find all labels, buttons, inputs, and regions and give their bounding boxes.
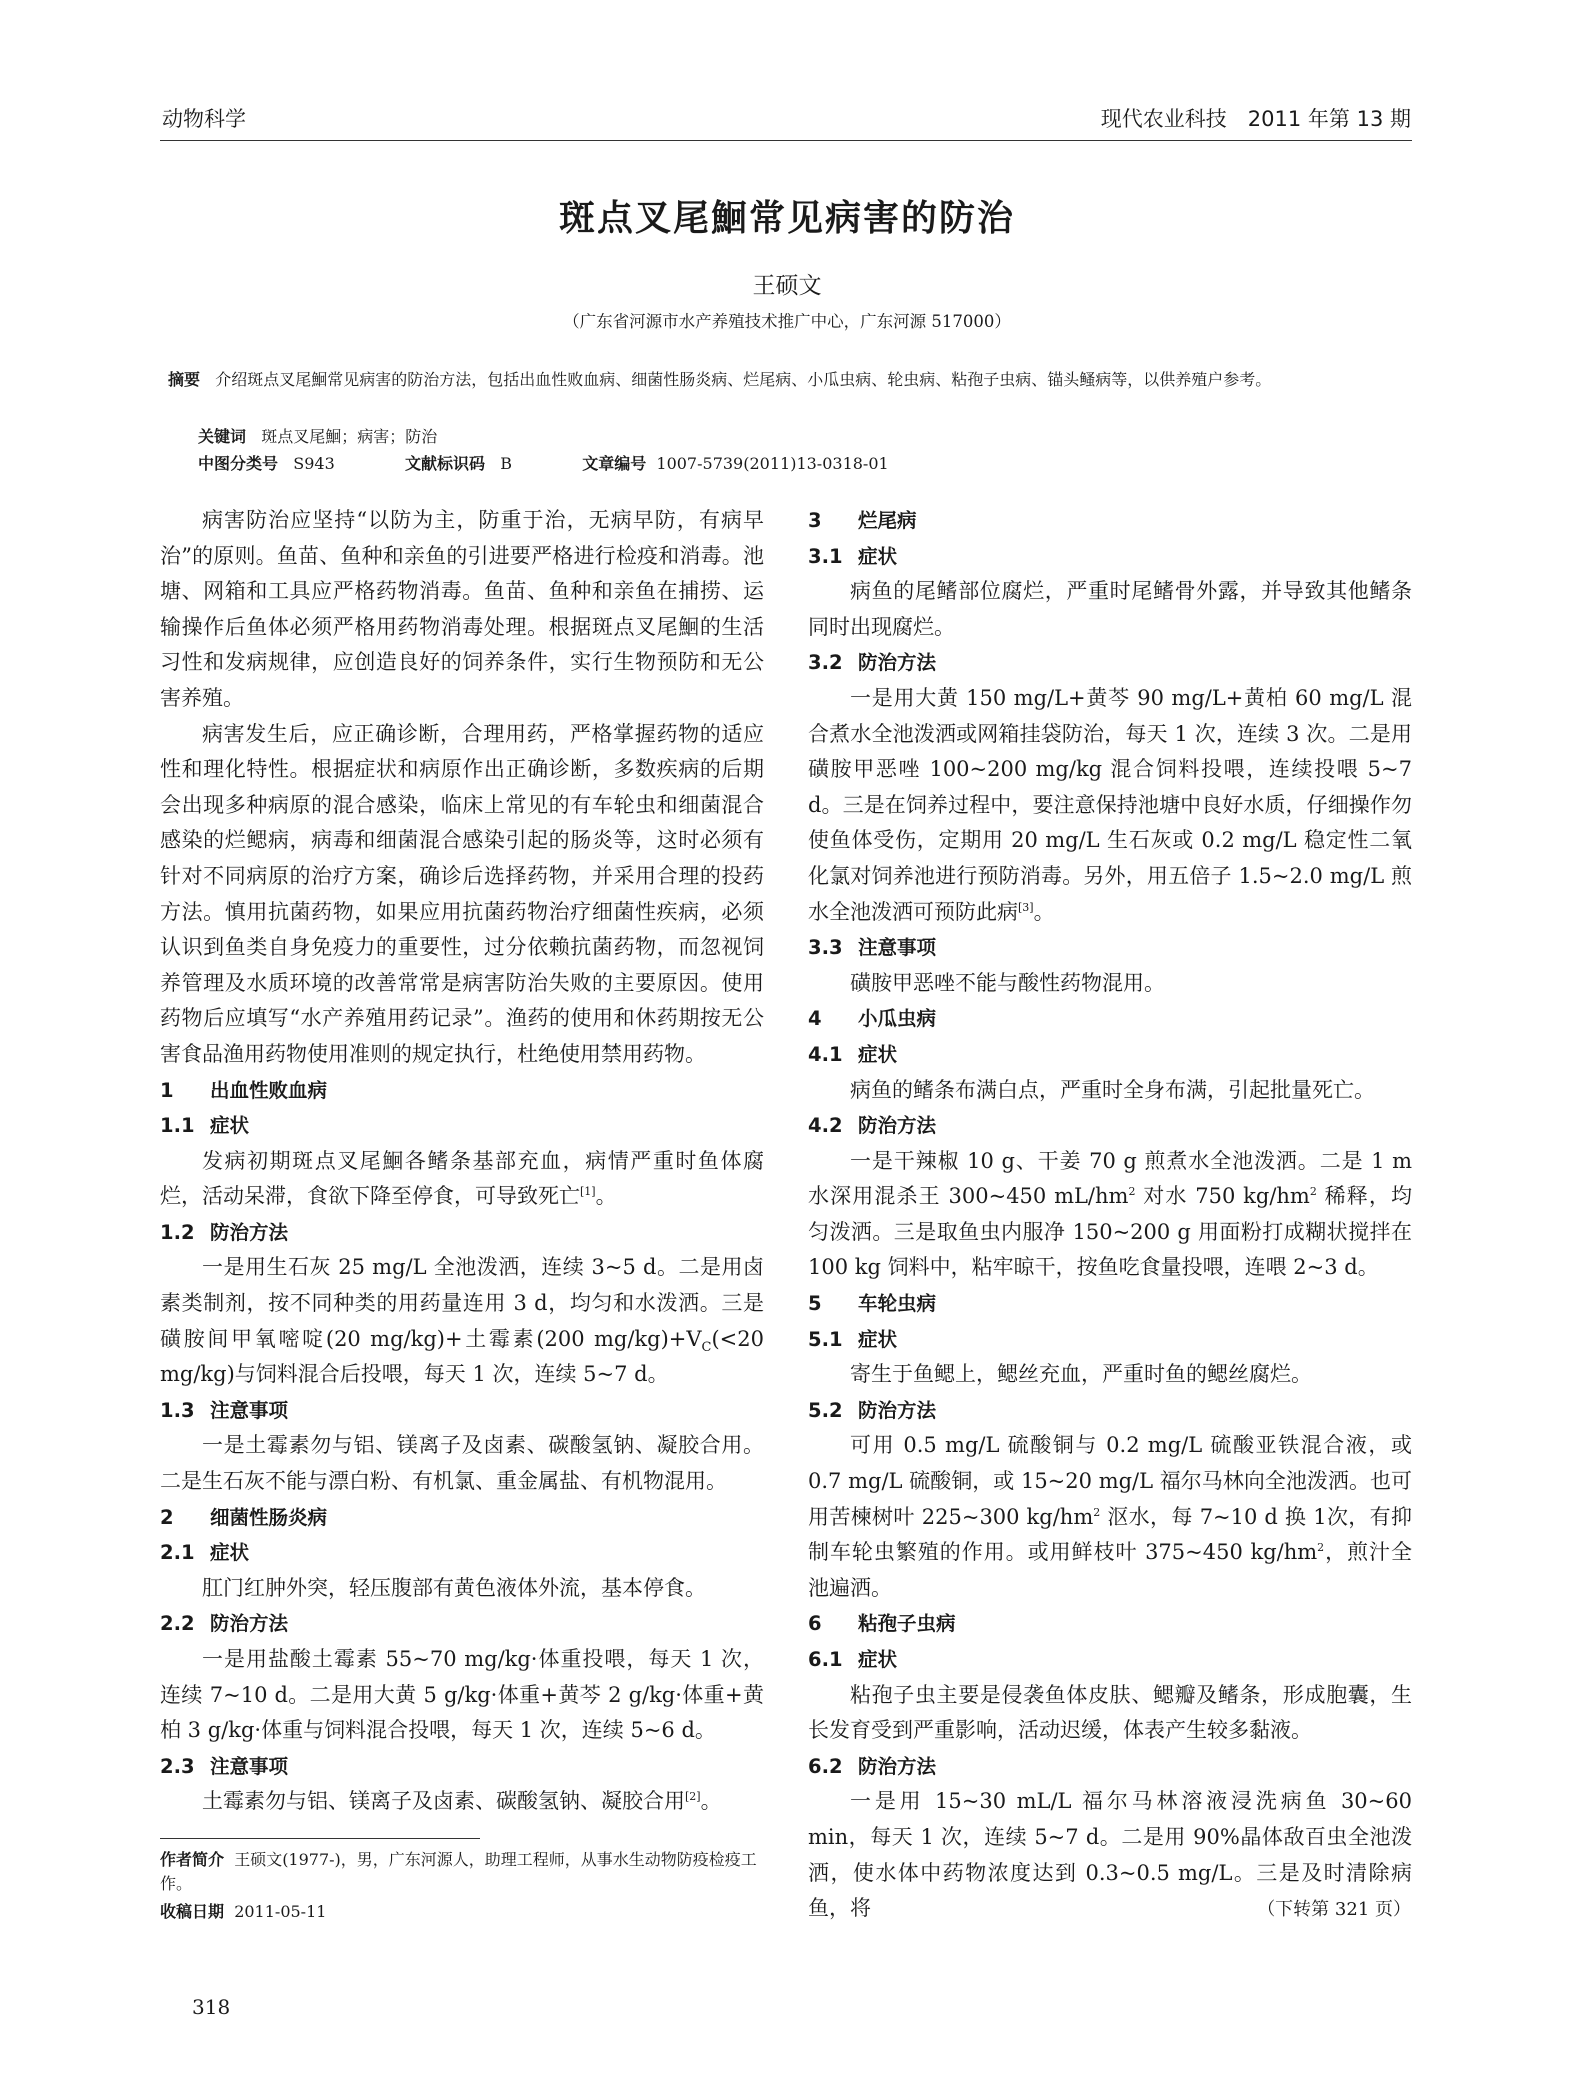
footnote-rule (160, 1838, 480, 1839)
paragraph: 土霉素勿与铝、镁离子及卤素、碳酸氢钠、凝胶合用[2]。 (202, 1789, 722, 1814)
section-heading: 3 烂尾病 (808, 509, 917, 532)
paragraph: 一是用 15~30 mL/L 福尔马林溶液浸洗病鱼 30~60 min，每天 1 次，连续 5~7 d。二是用 90%晶体敌百虫全池泼洒，使水体中药物浓度达到 0.3~0.5 mg/L。三是及时清除病鱼，将 (808, 1789, 1412, 1921)
running-header-left: 动物科学 (162, 107, 246, 131)
paragraph: 病害发生后，应正确诊断，合理用药，严格掌握药物的适应性和理化特性。根据症状和病原作出正确诊断，多数疾病的后期会出现多种病原的混合感染，临床上常见的有车轮虫和细菌混合感染的烂鳃病，病毒和细菌混合感染引起的肠炎等，这时必须有针对不同病原的治疗方案，确诊后选择药物，并采用合理的投药方法。慎用抗菌药物，如果应用抗菌药物治疗细菌性疾病，必须认识到鱼类自身免疫力的重要性，过分依赖抗菌药物，而忽视饲养管理及水质环境的改善常常是病害防治失败的主要原因。使用药物后应填写“水产养殖用药记录”。渔药的使用和休药期按无公害食品渔用药物使用准则的规定执行，杜绝使用禁用药物。 (160, 721, 764, 1066)
paragraph: 磺胺甲恶唑不能与酸性药物混用。 (850, 970, 1165, 995)
subsection-heading: 6.1 症状 (808, 1648, 898, 1671)
subsection-heading: 2.1 症状 (160, 1541, 250, 1565)
keywords-line (198, 425, 1398, 449)
header-rule (160, 140, 1412, 141)
doccode-label: 文献标识码 (404, 454, 485, 473)
subsection-heading: 1.1 症状 (160, 1114, 250, 1138)
subsection-heading: 3.2 防治方法 (808, 651, 937, 675)
citation: [1] (580, 1185, 596, 1199)
section-heading: 4 小瓜虫病 (808, 1007, 937, 1031)
abstract (160, 368, 1412, 392)
paragraph: 病鱼的尾鳍部位腐烂，严重时尾鳍骨外露，并导致其他鳍条同时出现腐烂。 (808, 579, 1412, 639)
subsection-heading: 5.1 症状 (808, 1327, 898, 1351)
page-number: 318 (192, 1995, 231, 2019)
abstract-text: 介绍斑点叉尾鮰常见病害的防治方法，包括出血性败血病、细菌性肠炎病、烂尾病、小瓜虫病、轮虫病、粘孢子虫病、锚头鳋病等，以供养殖户参考。 (215, 370, 1272, 389)
author-name: 王硕文 (752, 273, 822, 299)
keywords-text: 斑点叉尾鮰；病害；防治 (261, 427, 438, 446)
author-affiliation: （广东省河源市水产养殖技术推广中心，广东河源 517000） (563, 312, 1011, 331)
paragraph: 一是土霉素勿与铝、镁离子及卤素、碳酸氢钠、凝胶合用。二是生石灰不能与漂白粉、有机氯、重金属盐、有机物混用。 (160, 1433, 764, 1494)
citation: [3] (1018, 900, 1034, 914)
paragraph: 粘孢子虫主要是侵袭鱼体皮肤、鳃瓣及鳍条，形成胞囊，生长发育受到严重影响，活动迟缓，体表产生较多黏液。 (808, 1682, 1412, 1743)
citation: [2] (685, 1790, 701, 1804)
doccode-value: B (500, 454, 513, 473)
right-column (808, 503, 1412, 1927)
subsection-heading: 2.3 注意事项 (160, 1754, 289, 1778)
bio-text: 王硕文(1977-)，男，广东河源人，助理工程师，从事水生动物防疫检疫工作。 (160, 1850, 757, 1893)
keywords-label: 关键词 (198, 427, 247, 446)
subsection-heading: 3.3 注意事项 (808, 936, 937, 960)
running-header-right: 现代农业科技 2011 年第 13 期 (1100, 107, 1411, 131)
paragraph: 一是干辣椒 10 g、干姜 70 g 煎煮水全池泼洒。二是 1 m 水深用混杀王 300~450 $mL/hm^2$ 对水 750 $kg/hm^2$ 稀释，均匀泼洒。三是取鱼虫内服净 150~200 g 用面粉打成糊状搅拌在 100 kg 饲料中，粘牢晾干，按鱼吃食量投喂，连喂 2~3 d。 (808, 1148, 1412, 1280)
continued-note: （下转第 321 页） (1257, 1899, 1411, 1920)
paragraph: 肛门红肿外突，轻压腹部有黄色液体外流，基本停食。 (202, 1575, 706, 1600)
paragraph: 病害防治应坚持“以防为主，防重于治，无病早防，有病早治”的原则。鱼苗、鱼种和亲鱼的引进要严格进行检疫和消毒。池塘、网箱和工具应严格药物消毒。鱼苗、鱼种和亲鱼在捕捞、运输操作后鱼体必须严格用药物消毒处理。根据斑点叉尾鮰的生活习性和发病规律，应创造良好的饲养条件，实行生物预防和无公害养殖。 (160, 508, 764, 710)
subsection-heading: 5.2 防治方法 (808, 1398, 937, 1422)
subsection-heading: 3.1 症状 (808, 544, 898, 568)
subsection-heading: 6.2 防治方法 (808, 1754, 937, 1778)
subsection-heading: 4.2 防治方法 (808, 1114, 937, 1138)
subsection-heading: 1.2 防治方法 (160, 1220, 289, 1244)
section-heading: 6 粘孢子虫病 (808, 1612, 956, 1636)
article-title: 斑点叉尾鮰常见病害的防治 (558, 198, 1015, 239)
paragraph: 一是用盐酸土霉素 55~70 mg/kg·体重投喂，每天 1 次，连续 7~10 d。二是用大黄 5 g/kg·体重+黄芩 2 g/kg·体重+黄柏 3 g/kg·体重与饲料混合投喂，每天 1 次，连续 5~6 d。 (160, 1647, 764, 1743)
received-value: 2011-05-11 (234, 1902, 327, 1921)
article-number-value: 1007-5739(2011)13-0318-01 (656, 454, 889, 473)
paragraph: 发病初期斑点叉尾鮰各鳍条基部充血，病情严重时鱼体腐烂，活动呆滞，食欲下降至停食，可导致死亡[1]。 (160, 1148, 764, 1209)
paragraph: 可用 0.5 mg/L 硫酸铜与 0.2 mg/L 硫酸亚铁混合液，或 0.7 mg/L 硫酸铜，或 15~20 mg/L 福尔马林向全池泼洒。也可用苦楝树叶 225~300 $kg/hm^2$ 沤水，每 7~10 d 换 1次，有抑制车轮虫繁殖的作用。或用鲜枝叶 375~450 $kg/hm^2$，煎汁全池遍洒。 (808, 1433, 1413, 1600)
paragraph: 一是用大黄 150 mg/L+黄芩 90 mg/L+黄柏 60 mg/L 混合煮水全池泼洒或网箱挂袋防治，每天 1 次，连续 3 次。二是用磺胺甲恶唑 100~200 mg/kg 混合饲料投喂，连续投喂 5~7 d。三是在饲养过程中，要注意保持池塘中良好水质，仔细操作勿使鱼体受伤，定期用 20 mg/L 生石灰或 0.2 mg/L 稳定性二氧化氯对饲养池进行预防消毒。另外，用五倍子 1.5~2.0 mg/L 煎水全池泼洒可预防此病[3]。 (808, 685, 1412, 924)
paragraph: 一是用生石灰 25 mg/L 全池泼洒，连续 3~5 d。二是用卤素类制剂，按不同种类的用药量连用 3 d，均匀和水泼洒。三是磺胺间甲氧嘧啶(20 mg/kg)+土霉素(200 $mg/kg)+V_C(<20$ mg/kg)与饲料混合后投喂，每天 1 次，连续 5~7 d。 (160, 1255, 764, 1387)
subsection-heading: 1.3 注意事项 (160, 1398, 289, 1422)
left-column (160, 503, 764, 1820)
bio-label: 作者简介 (160, 1850, 225, 1869)
clc-label: 中图分类号 (198, 454, 279, 473)
received-label: 收稿日期 (160, 1902, 225, 1921)
subsection-heading: 2.2 防治方法 (160, 1612, 289, 1636)
abstract-label: 摘要 (168, 370, 201, 389)
paragraph: 寄生于鱼鳃上，鳃丝充血，严重时鱼的鳃丝腐烂。 (850, 1362, 1312, 1387)
section-heading: 1 出血性败血病 (160, 1078, 328, 1102)
section-heading: 5 车轮虫病 (808, 1292, 937, 1316)
paragraph: 病鱼的鳍条布满白点，严重时全身布满，引起批量死亡。 (850, 1077, 1375, 1102)
article-number-label: 文章编号 (582, 454, 647, 473)
received-date (160, 1900, 780, 1924)
classification-line (198, 452, 1398, 476)
subsection-heading: 4.1 症状 (808, 1042, 898, 1066)
clc-value: S943 (293, 454, 335, 473)
author-bio (160, 1848, 780, 1896)
section-heading: 2 细菌性肠炎病 (160, 1505, 328, 1529)
